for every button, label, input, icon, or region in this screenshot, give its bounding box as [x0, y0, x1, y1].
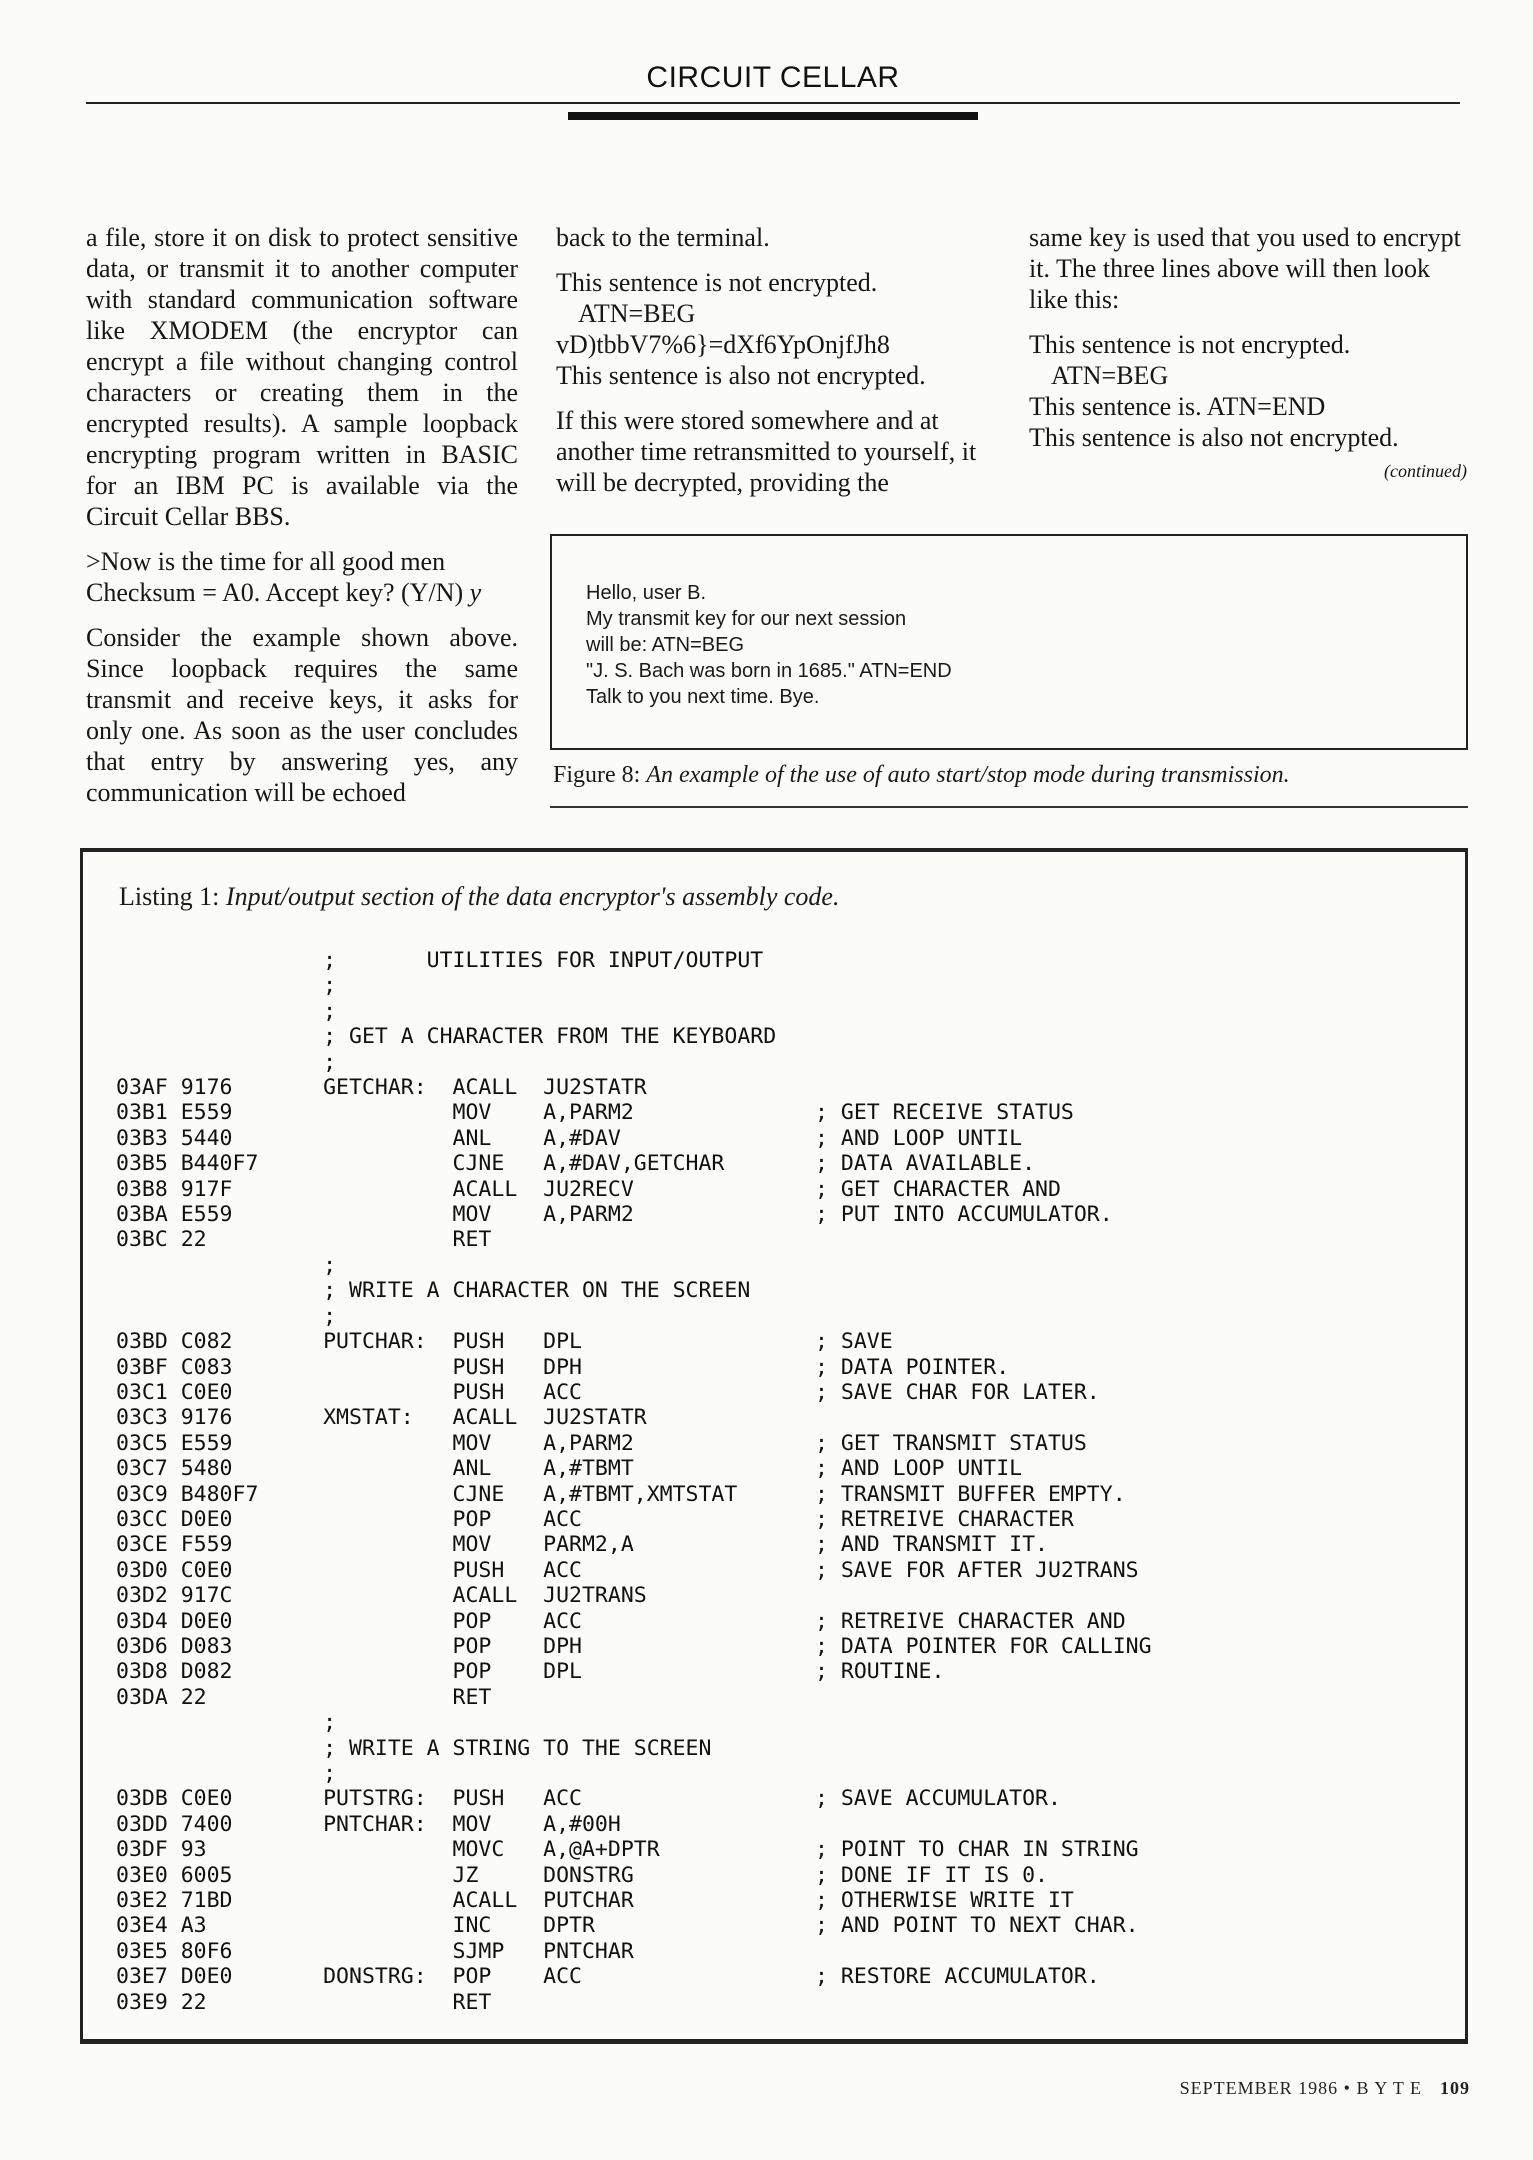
listing-1-box: [80, 848, 1468, 2044]
prompt-example: [86, 546, 518, 608]
figure-8-box: [550, 534, 1468, 750]
figure-8-text: [586, 580, 952, 710]
figure-8-caption: [553, 762, 1468, 789]
prompt-answer: y: [469, 578, 482, 607]
assembly-code: ; UTILITIES FOR INPUT/OUTPUT ; ; ; GET A CHARACTER FROM THE KEYBOARD ; 03AF 9176 GETCHAR: ACALL JU2STATR 03B1 E559 MOV A,PARM2 ; GET RECEIVE STATUS 03B3 5440 ANL A,#DAV ; AND LOOP UNTIL 03B5 B440F7 CJNE A,#DAV,GETCHAR ; DATA AVAILABLE. 03B8 917F ACALL JU2RECV ; GET CHARACTER AND 03BA E559 MOV A,PARM2 ; PUT INTO ACCUMULATOR. 03BC 22 RET ; ; WRITE A CHARACTER ON THE SCREEN ; 03BD C082 PUTCHAR: PUSH DPL ; SAVE 03BF C083 PUSH DPH ; DATA POINTER. 03C1 C0E0 PUSH ACC ; SAVE CHAR FOR LATER. 03C3 9176 XMSTAT: ACALL JU2STATR 03C5 E559 MOV A,PARM2 ; GET TRANSMIT STATUS 03C7 5480 ANL A,#TBMT ; AND LOOP UNTIL 03C9 B480F7 CJNE A,#TBMT,XMTSTAT ; TRANSMIT BUFFER EMPTY. 03CC D0E0 POP ACC ; RETREIVE CHARACTER 03CE F559 MOV PARM2,A ; AND TRANSMIT IT. 03D0 C0E0 PUSH ACC ; SAVE FOR AFTER JU2TRANS 03D2 917C ACALL JU2TRANS 03D4 D0E0 POP ACC ; RETREIVE CHARACTER AND 03D6 D083 POP DPH ; DATA POINTER FOR CALLING 03D8 D082 POP DPL ; ROUTINE. 03DA 22 RET ; ; WRITE A STRING TO THE SCREEN ; 03DB C0E0 PUTSTRG: PUSH ACC ; SAVE ACCUMULATOR. 03DD 7400 PNTCHAR: MOV A,#00H 03DF 93 MOVC A,@A+DPTR ; POINT TO CHAR IN STRING 03E0 6005 JZ DONSTRG ; DONE IF IT IS 0. 03E2 71BD ACALL PUTCHAR ; OTHERWISE WRITE IT 03E4 A3 INC DPTR ; AND POINT TO NEXT CHAR. 03E5 80F6 SJMP PNTCHAR 03E7 D0E0 DONSTRG: POP ACC ; RESTORE ACCUMULATOR. 03E9 22 RET: [116, 948, 1152, 2015]
page-number: 109: [1440, 2078, 1470, 2098]
column2-example-line-1: This sentence is not encrypted.: [556, 268, 878, 297]
header-bar: [568, 112, 978, 120]
column2-paragraph-1: back to the terminal.: [556, 223, 770, 252]
text-column-1: [86, 222, 518, 822]
continued-note: (continued): [1384, 461, 1467, 481]
prompt-line-2: [86, 577, 518, 608]
column3-example: [1029, 329, 1467, 453]
column3-paragraph-1: same key is used that you used to encrypt it. The three lines above will then look like this:: [1029, 223, 1461, 314]
page-header: [86, 58, 1460, 120]
column2-example: [556, 267, 996, 391]
figure-8-line: "J. S. Bach was born in 1685." ATN=END: [586, 660, 952, 682]
column2-paragraph-2: If this were stored somewhere and at another time retransmitted to yourself, it will be decrypted, providing the: [556, 406, 977, 497]
page-footer: [1160, 2078, 1470, 2099]
text-column-2: [556, 222, 996, 512]
figure-8-line: My transmit key for our next session: [586, 608, 907, 630]
column2-example-line-4: This sentence is also not encrypted.: [556, 361, 926, 390]
header-rule: [86, 102, 1460, 104]
column2-example-line-3: vD)tbbV7%6}=dXf6YpOnjfJh8: [556, 330, 890, 359]
figure-8-line: Hello, user B.: [586, 582, 707, 604]
figure-rule: [550, 806, 1468, 808]
column1-paragraph-2: Consider the example shown above. Since loopback requires the same transmit and receive keys, it asks for only one. As soon as the user concludes that entry by answering yes, any communication will be echoed: [86, 623, 518, 807]
column3-example-line-4: This sentence is also not encrypted.: [1029, 423, 1399, 452]
listing-1-caption-text: Input/output section of the data encryptor's assembly code.: [225, 882, 840, 911]
column3-example-line-3: This sentence is. ATN=END: [1029, 392, 1326, 421]
column3-example-line-1: This sentence is not encrypted.: [1029, 330, 1351, 359]
figure-8-label: Figure 8:: [553, 762, 641, 788]
figure-8-line: Talk to you next time. Bye.: [586, 686, 820, 708]
prompt-line-1: >Now is the time for all good men: [86, 547, 446, 576]
figure-8-caption-text: An example of the use of auto start/stop mode during transmission.: [646, 762, 1290, 788]
prompt-question: Checksum = A0. Accept key? (Y/N): [86, 578, 464, 607]
section-title: CIRCUIT CELLAR: [646, 61, 900, 94]
column2-example-line-2: ATN=BEG: [578, 299, 696, 328]
listing-1-label: Listing 1:: [119, 882, 220, 911]
listing-1-caption: [119, 882, 839, 912]
column1-paragraph-1: a file, store it on disk to protect sensitive data, or transmit it to another computer with standard communication software like XMODEM (the encryptor can encrypt a file without changing control characters or creating them in the encrypted results). A sample loopback encrypting program written in BASIC for an IBM PC is available via the Circuit Cellar BBS.: [86, 223, 518, 531]
text-column-3: [1029, 222, 1467, 483]
column3-example-line-2: ATN=BEG: [1051, 361, 1169, 390]
issue-info: SEPTEMBER 1986 • B Y T E: [1179, 2078, 1422, 2098]
figure-8-line: will be: ATN=BEG: [586, 634, 745, 656]
